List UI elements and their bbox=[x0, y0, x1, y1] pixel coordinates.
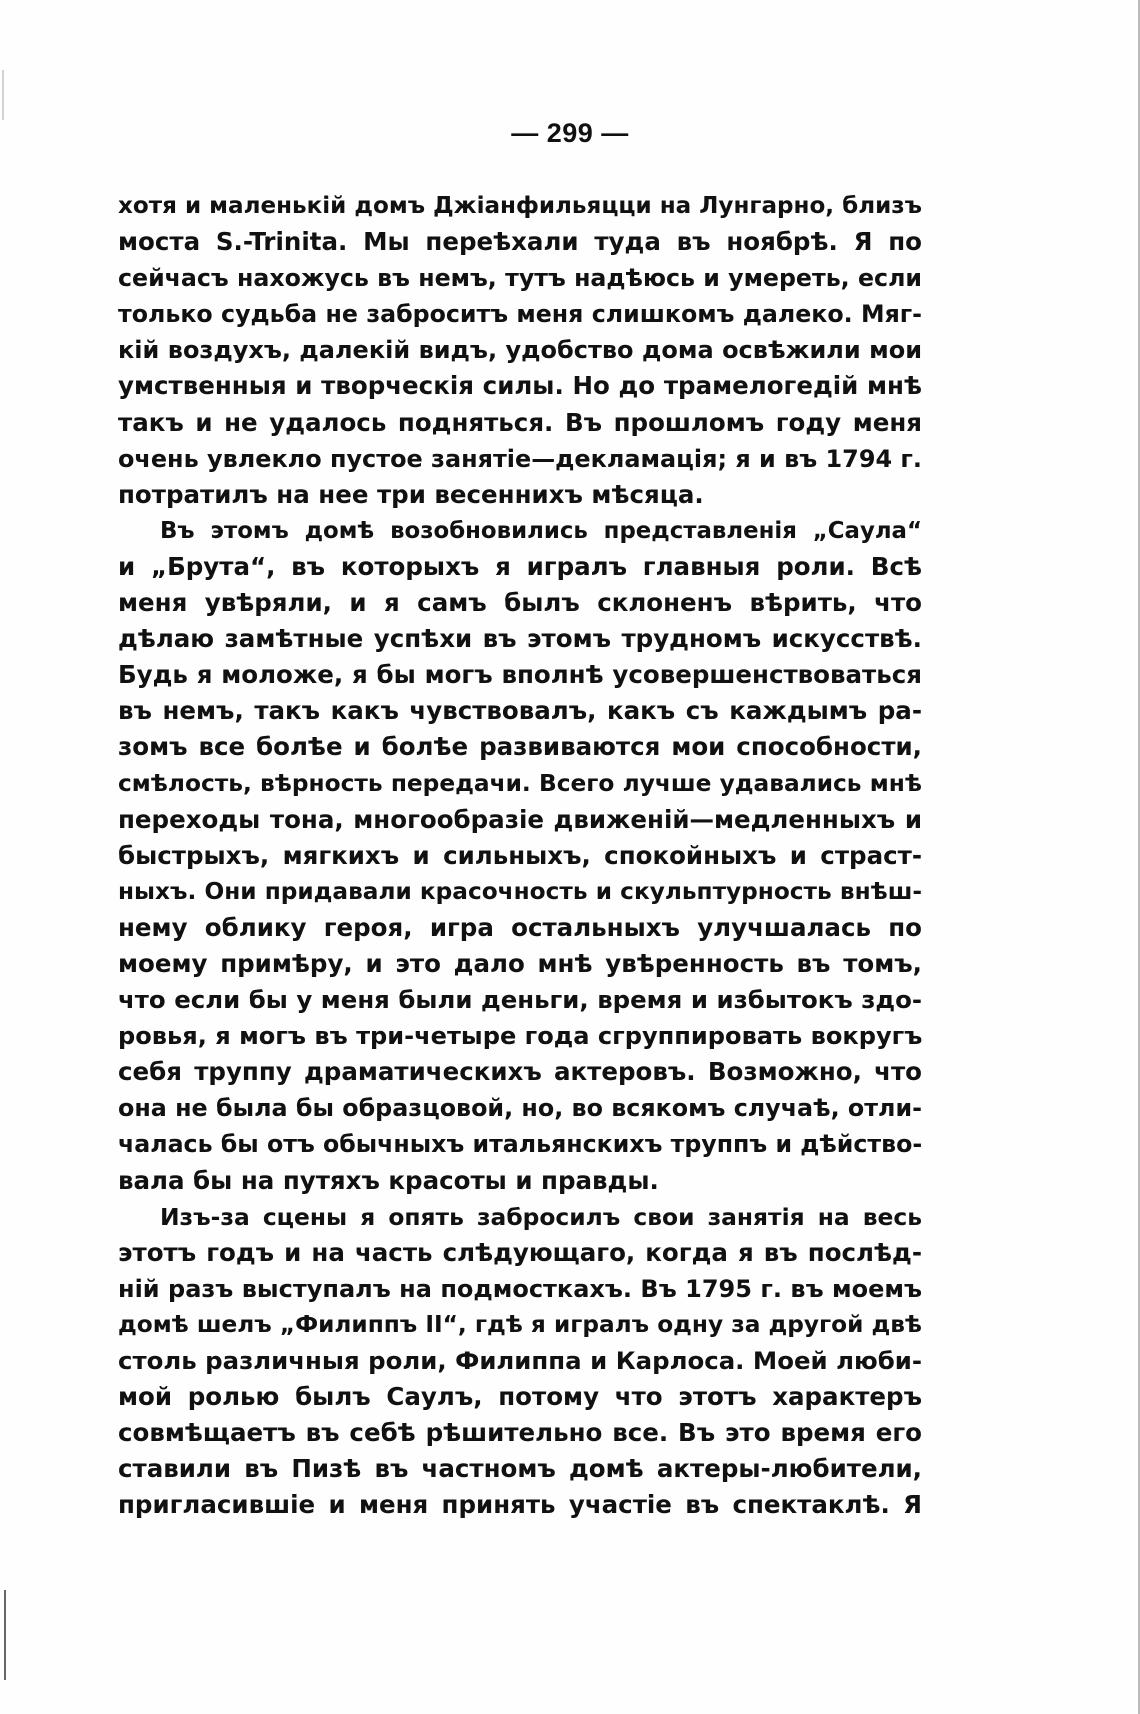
scan-edge-mark bbox=[2, 70, 4, 120]
text-line: ній разъ выступалъ на подмосткахъ. Въ 1795 г. въ моемъ bbox=[118, 1274, 922, 1303]
text-line: сейчасъ нахожусь въ немъ, тутъ надѣюсь и умереть, если bbox=[118, 264, 922, 293]
text-line: дѣлаю замѣтные успѣхи въ этомъ трудномъ искусствѣ. bbox=[118, 624, 922, 654]
text-line: ставили въ Пизѣ въ частномъ домѣ актеры-любители, bbox=[118, 1454, 922, 1484]
text-line: себя труппу драматическихъ актеровъ. Возможно, что bbox=[118, 1057, 922, 1087]
text-line: совмѣщаетъ въ себѣ рѣшительно все. Въ это время его bbox=[118, 1418, 922, 1448]
text-line: такъ и не удалось подняться. Въ прошломъ году меня bbox=[118, 407, 922, 437]
text-line: домѣ шелъ „Филиппъ II“, гдѣ я игралъ одну за другой двѣ bbox=[118, 1310, 922, 1338]
paragraph bbox=[118, 1199, 922, 1524]
text-line: пригласившіе и меня принять участіе въ спектаклѣ. Я bbox=[118, 1490, 922, 1520]
text-line: моста S.-Trinita. Мы переѣхали туда въ ноябрѣ. Я по bbox=[118, 227, 922, 257]
text-line: меня увѣряли, и я самъ былъ склоненъ вѣрить, что bbox=[118, 588, 922, 618]
text-line: только судьба не заброситъ меня слишкомъ далеко. Мяг- bbox=[118, 300, 922, 329]
paragraph bbox=[118, 188, 922, 513]
page-number: — 299 — bbox=[511, 118, 629, 148]
scan-edge-mark bbox=[4, 1590, 6, 1680]
text-line: Въ этомъ домѣ возобновились представленія „Саула“ bbox=[160, 517, 922, 544]
text-line: и „Брута“, въ которыхъ я игралъ главныя роли. Всѣ bbox=[118, 551, 922, 581]
text-line: въ немъ, такъ какъ чувствовалъ, какъ съ каждымъ ра- bbox=[118, 696, 922, 726]
text-line: ныхъ. Они придавали красочность и скульптурность внѣш- bbox=[118, 877, 922, 905]
text-line: столь различныя роли, Филиппа и Карлоса. Моей люби- bbox=[118, 1346, 923, 1375]
text-line: чалась бы отъ обычныхъ итальянскихъ труппъ и дѣйство- bbox=[118, 1130, 923, 1159]
paragraph bbox=[118, 513, 922, 1199]
text-line: мой ролью былъ Саулъ, потому что этотъ характеръ bbox=[118, 1382, 922, 1412]
text-line: потратилъ на нее три весеннихъ мѣсяца. bbox=[118, 479, 704, 509]
text-line: вала бы на путяхъ красоты и правды. bbox=[118, 1165, 659, 1195]
text-line: ровья, я могъ въ три-четыре года сгруппировать вокругъ bbox=[118, 1022, 923, 1051]
text-line: нему облику героя, игра остальныхъ улучшалась по bbox=[118, 912, 922, 942]
text-line: смѣлость, вѣрность передачи. Всего лучше удавались мнѣ bbox=[118, 769, 922, 797]
text-line: хотя и маленькій домъ Джіанфильяцци на Лунгарно, близъ bbox=[118, 193, 922, 219]
text-line: что если бы у меня были деньги, время и избытокъ здо- bbox=[118, 985, 922, 1015]
text-line: кій воздухъ, далекій видъ, удобство дома освѣжили мои bbox=[118, 336, 922, 365]
text-line: зомъ все болѣе и болѣе развиваются мои способности, bbox=[118, 732, 922, 762]
text-line: быстрыхъ, мягкихъ и сильныхъ, спокойныхъ и страст- bbox=[118, 840, 922, 870]
text-line: этотъ годъ и на часть слѣдующаго, когда я въ послѣд- bbox=[118, 1237, 922, 1267]
text-line: Будь я моложе, я бы могъ вполнѣ усовершенствоваться bbox=[118, 660, 922, 690]
text-line: умственныя и творческія силы. Но до трамелогедій мнѣ bbox=[118, 371, 922, 401]
text-line: моему примѣру, и это дало мнѣ увѣренность въ томъ, bbox=[118, 948, 922, 978]
text-line: Изъ-за сцены я опять забросилъ свои занятія на весь bbox=[160, 1202, 922, 1231]
text-line: она не была бы образцовой, но, во всякомъ случаѣ, отли- bbox=[118, 1094, 922, 1123]
text-line: переходы тона, многообразіе движеній—медленныхъ и bbox=[118, 804, 922, 834]
body-text bbox=[118, 188, 922, 1523]
text-line: очень увлекло пустое занятіе—декламація; я и въ 1794 г. bbox=[118, 444, 922, 473]
